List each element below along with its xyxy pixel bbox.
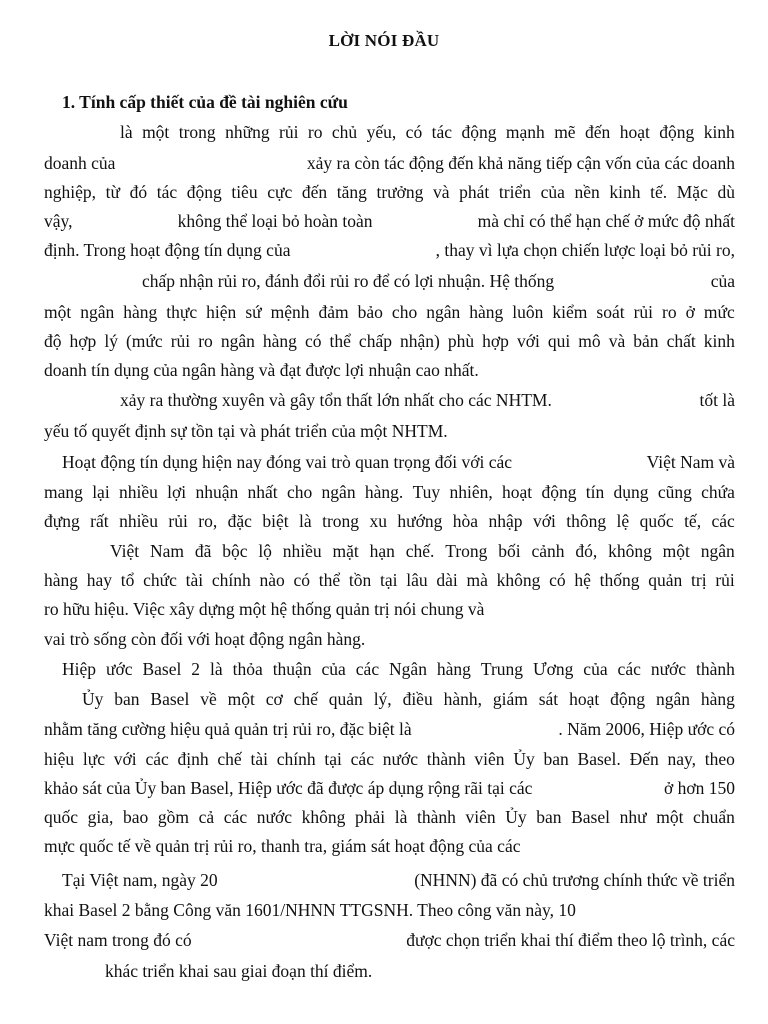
word: mệnh bbox=[270, 302, 310, 322]
word: hiện bbox=[206, 302, 237, 322]
word: chính bbox=[276, 749, 316, 769]
word: là bbox=[120, 122, 133, 142]
word: trong bbox=[322, 511, 360, 531]
word: tài bbox=[250, 749, 268, 769]
text-fragment: của bbox=[710, 271, 735, 291]
word: ngân bbox=[700, 541, 735, 561]
word: ro, bbox=[198, 511, 218, 531]
word: quốc bbox=[639, 511, 674, 531]
word: 2 bbox=[191, 659, 201, 679]
word: Ủy bbox=[513, 749, 535, 769]
word: xu bbox=[369, 511, 387, 531]
word: cả bbox=[198, 807, 215, 827]
word: với bbox=[113, 749, 137, 769]
word: không bbox=[608, 541, 652, 561]
word: rủi bbox=[715, 570, 735, 590]
word: hoạt bbox=[502, 482, 533, 502]
word: nhập bbox=[488, 511, 523, 531]
word: các bbox=[711, 511, 735, 531]
word: nay, bbox=[667, 749, 696, 769]
word: rủi bbox=[168, 511, 188, 531]
word: đặc bbox=[227, 511, 252, 531]
word: nước bbox=[256, 807, 292, 827]
word: những bbox=[225, 122, 270, 142]
word: Đến bbox=[629, 749, 659, 769]
word: Basel bbox=[150, 689, 190, 709]
body-line bbox=[142, 270, 735, 292]
word: ban bbox=[114, 689, 140, 709]
word: điều bbox=[402, 689, 433, 709]
word: chấp bbox=[358, 331, 392, 351]
word: cũng bbox=[657, 482, 692, 502]
word: nước bbox=[650, 659, 687, 679]
text-fragment: vậy, bbox=[44, 211, 73, 231]
word: hay bbox=[86, 570, 113, 590]
word: Basel bbox=[571, 807, 610, 827]
word: thông bbox=[566, 511, 607, 531]
text-fragment: xảy ra còn tác động đến khả năng tiếp cận vốn của các doanh bbox=[306, 153, 735, 173]
word: hàng bbox=[123, 302, 158, 322]
text-fragment: . Năm 2006, Hiệp ước có bbox=[558, 719, 735, 739]
word: đến bbox=[301, 182, 328, 202]
word: lộ bbox=[258, 541, 272, 561]
word: bối bbox=[498, 541, 521, 561]
word: mẽ bbox=[554, 122, 576, 142]
text-fragment: doanh của bbox=[44, 153, 116, 173]
word: cho bbox=[391, 302, 418, 322]
word: một bbox=[227, 689, 255, 709]
word: nghiệp, bbox=[44, 182, 97, 202]
word: tài bbox=[185, 570, 204, 590]
body-line bbox=[44, 510, 735, 532]
word: hàng bbox=[700, 689, 735, 709]
word: Nam bbox=[149, 541, 184, 561]
word: lâu bbox=[406, 570, 428, 590]
word: chế bbox=[293, 689, 318, 709]
word: một bbox=[142, 122, 170, 142]
text-fragment: Tại Việt nam, ngày 20 bbox=[62, 870, 218, 890]
word: định bbox=[177, 749, 209, 769]
word: Trung bbox=[480, 659, 524, 679]
word: kinh bbox=[703, 122, 735, 142]
body-line: vai trò sống còn đối với hoạt động ngân hàng. bbox=[44, 629, 366, 649]
word: các bbox=[350, 749, 374, 769]
word: các bbox=[355, 659, 380, 679]
word: một bbox=[44, 302, 72, 322]
word: mang bbox=[44, 482, 83, 502]
word: (mức bbox=[125, 331, 163, 351]
word: Basel. bbox=[577, 749, 621, 769]
word: đó bbox=[129, 182, 148, 202]
text-fragment: Việt Nam và bbox=[646, 452, 735, 472]
word: sứ bbox=[245, 302, 262, 322]
word: kinh bbox=[609, 182, 641, 202]
word: tại bbox=[324, 749, 342, 769]
word: tiêu bbox=[231, 182, 258, 202]
word: hàng bbox=[262, 331, 297, 351]
word: hàng bbox=[469, 302, 504, 322]
word: ước bbox=[105, 659, 133, 679]
word: động bbox=[186, 182, 222, 202]
body-line bbox=[44, 806, 735, 828]
body-line bbox=[44, 569, 735, 591]
word: các bbox=[617, 659, 641, 679]
word: cơ bbox=[265, 689, 283, 709]
word: Việt bbox=[110, 541, 140, 561]
word: tác bbox=[156, 182, 178, 202]
word: trị bbox=[691, 570, 707, 590]
word: gia, bbox=[87, 807, 114, 827]
word: như bbox=[619, 807, 647, 827]
word: của bbox=[583, 659, 608, 679]
word: chính bbox=[211, 570, 251, 590]
body-line bbox=[62, 658, 735, 680]
word: ngân bbox=[80, 302, 115, 322]
word: động bbox=[610, 689, 646, 709]
body-line bbox=[44, 481, 735, 503]
word: bao bbox=[123, 807, 149, 827]
word: một bbox=[656, 807, 684, 827]
word: thể bbox=[318, 570, 341, 590]
word: có bbox=[549, 570, 566, 590]
word: rủi bbox=[170, 331, 191, 351]
word: là bbox=[394, 807, 408, 827]
word: nhiều bbox=[282, 541, 322, 561]
word: nhiều bbox=[118, 482, 158, 502]
word: từ bbox=[105, 182, 120, 202]
text-fragment: ở hơn 150 bbox=[663, 778, 735, 798]
word: thể bbox=[329, 331, 351, 351]
word: hạn bbox=[369, 541, 395, 561]
body-line bbox=[44, 929, 735, 951]
page-title: LỜI NÓI ĐẦU bbox=[328, 31, 440, 50]
word: nền bbox=[574, 182, 600, 202]
word: không bbox=[301, 807, 346, 827]
word: lực bbox=[82, 749, 106, 769]
text-fragment: , thay vì lựa chọn chiến lược loại bỏ rủi ro, bbox=[435, 240, 735, 260]
word: lý, bbox=[373, 689, 392, 709]
word: triển bbox=[498, 182, 531, 202]
word: kinh bbox=[703, 331, 735, 351]
word: nào bbox=[259, 570, 285, 590]
word: của bbox=[540, 182, 565, 202]
word: trưởng bbox=[376, 182, 424, 202]
word: chế. bbox=[405, 541, 435, 561]
word: ngân bbox=[655, 689, 690, 709]
word: bảo bbox=[357, 302, 383, 322]
word: là bbox=[210, 659, 223, 679]
word: với bbox=[532, 511, 556, 531]
word: với bbox=[516, 331, 540, 351]
word: hoạt bbox=[569, 689, 600, 709]
word: các bbox=[223, 807, 248, 827]
word: Tuy bbox=[412, 482, 441, 502]
word: hợp bbox=[69, 331, 97, 351]
word: chủ bbox=[331, 122, 358, 142]
word: tại bbox=[380, 570, 398, 590]
word: động bbox=[659, 122, 695, 142]
word: yếu, bbox=[366, 122, 397, 142]
word: dài bbox=[436, 570, 458, 590]
word: của bbox=[321, 659, 346, 679]
text-fragment: chấp nhận rủi ro, đánh đổi rủi ro để có lợi nhuận. Hệ thống bbox=[142, 271, 555, 291]
word: tín bbox=[585, 482, 605, 502]
text-fragment: định. Trong hoạt động tín dụng của bbox=[44, 240, 291, 260]
word: nhận) bbox=[400, 331, 440, 351]
body-line bbox=[110, 540, 735, 562]
body-line bbox=[62, 869, 735, 891]
text-fragment: mà chỉ có thể hạn chế ở mức độ nhất bbox=[477, 211, 735, 231]
text-fragment: khảo sát của Ủy ban Basel, Hiệp ước đã được áp dụng rộng rãi tại các bbox=[44, 778, 533, 798]
word: thỏa bbox=[232, 659, 263, 679]
word: chức bbox=[143, 570, 177, 590]
word: cho bbox=[286, 482, 313, 502]
body-line: mực quốc tế về quản trị rủi ro, thanh tra, giám sát hoạt động của các bbox=[44, 836, 521, 856]
word: lệ bbox=[616, 511, 630, 531]
word: nhất bbox=[247, 482, 278, 502]
word: chất bbox=[666, 331, 696, 351]
body-line bbox=[44, 210, 735, 232]
word: hợp bbox=[482, 331, 509, 351]
word: và bbox=[433, 182, 450, 202]
word: tế. bbox=[650, 182, 668, 202]
word: mức bbox=[703, 302, 735, 322]
word: chế bbox=[217, 749, 242, 769]
body-line: yếu tố quyết định sự tồn tại và phát triển của một NHTM. bbox=[44, 421, 448, 441]
word: quản bbox=[328, 689, 363, 709]
word: chuẩn bbox=[693, 807, 735, 827]
word: một bbox=[662, 541, 690, 561]
word: rủi bbox=[279, 122, 299, 142]
text-fragment: không thể loại bỏ hoàn toàn bbox=[177, 211, 373, 231]
word: Ủy bbox=[82, 689, 104, 709]
word: thực bbox=[166, 302, 198, 322]
word: có bbox=[304, 331, 322, 351]
text-fragment: tốt là bbox=[699, 390, 735, 410]
word: hướng bbox=[397, 511, 443, 531]
word: ngân bbox=[321, 482, 356, 502]
word: động bbox=[461, 122, 497, 142]
body-line bbox=[82, 688, 735, 710]
word: nước bbox=[382, 749, 418, 769]
body-line bbox=[44, 301, 735, 323]
word: và bbox=[608, 331, 626, 351]
word: ban bbox=[536, 807, 562, 827]
section-heading: 1. Tính cấp thiết của đề tài nghiên cứu bbox=[62, 92, 348, 112]
word: nhiên, bbox=[449, 482, 493, 502]
word: chứa bbox=[701, 482, 735, 502]
word: Ương bbox=[533, 659, 574, 679]
word: cảnh bbox=[531, 541, 565, 561]
word: hàng bbox=[436, 659, 471, 679]
text-fragment: (NHNN) đã có chủ trương chính thức về triển bbox=[414, 870, 735, 890]
body-line bbox=[44, 239, 735, 261]
word: ngân bbox=[220, 331, 255, 351]
word: tổ bbox=[120, 570, 135, 590]
word: ro bbox=[307, 122, 323, 142]
word: ro bbox=[198, 331, 213, 351]
word: bản bbox=[633, 331, 659, 351]
word: mô bbox=[578, 331, 601, 351]
word: Mặc bbox=[676, 182, 708, 202]
word: tồn bbox=[348, 570, 372, 590]
word: phải bbox=[354, 807, 386, 827]
body-line bbox=[44, 748, 735, 770]
word: hoạt bbox=[619, 122, 650, 142]
word: nhuận bbox=[195, 482, 239, 502]
word: hiệu bbox=[44, 749, 75, 769]
word: thuận bbox=[272, 659, 312, 679]
word: lý bbox=[104, 331, 118, 351]
word: về bbox=[200, 689, 217, 709]
text-fragment: được chọn triển khai thí điểm theo lộ trình, các bbox=[406, 930, 735, 950]
word: viên bbox=[465, 807, 496, 827]
text-fragment: Hoạt động tín dụng hiện nay đóng vai trò quan trọng đối với các bbox=[62, 452, 513, 472]
word: quản bbox=[648, 570, 683, 590]
body-line bbox=[44, 181, 735, 203]
word: đến bbox=[585, 122, 611, 142]
word: là bbox=[299, 511, 312, 531]
word: dù bbox=[717, 182, 735, 202]
body-line: khác triển khai sau giai đoạn thí điểm. bbox=[105, 961, 373, 981]
word: dụng bbox=[613, 482, 649, 502]
word: đảm bbox=[318, 302, 349, 322]
word: Ngân bbox=[389, 659, 427, 679]
body-line bbox=[44, 330, 735, 352]
text-fragment: xảy ra thường xuyên và gây tổn thất lớn nhất cho các NHTM. bbox=[120, 390, 552, 410]
body-line bbox=[44, 718, 735, 740]
word: Trong bbox=[445, 541, 488, 561]
body-line bbox=[44, 777, 735, 799]
word: trong bbox=[178, 122, 216, 142]
word: sát bbox=[538, 689, 559, 709]
word: kiểm bbox=[552, 302, 588, 322]
word: mà bbox=[466, 570, 488, 590]
word: lại bbox=[92, 482, 110, 502]
word: thành bbox=[426, 749, 466, 769]
word: lợi bbox=[167, 482, 187, 502]
word: thành bbox=[416, 807, 456, 827]
body-line: doanh tín dụng của ngân hàng và đạt được lợi nhuận cao nhất. bbox=[44, 360, 479, 380]
word: không bbox=[496, 570, 541, 590]
word: phát bbox=[459, 182, 490, 202]
word: quốc bbox=[44, 807, 79, 827]
body-line: khai Basel 2 bằng Công văn 1601/NHNN TTGSNH. Theo công văn này, 10 bbox=[44, 900, 576, 920]
word: rất bbox=[90, 511, 109, 531]
word: thống bbox=[599, 570, 640, 590]
word: phù bbox=[447, 331, 475, 351]
word: đựng bbox=[44, 511, 80, 531]
word: luôn bbox=[512, 302, 544, 322]
body-line: ro hữu hiệu. Việc xây dựng một hệ thống quản trị nói chung và bbox=[44, 599, 485, 619]
word: rủi bbox=[633, 302, 654, 322]
word: gồm bbox=[157, 807, 190, 827]
word: viên bbox=[474, 749, 505, 769]
word: các bbox=[145, 749, 169, 769]
word: cực bbox=[267, 182, 293, 202]
word: mạnh bbox=[505, 122, 545, 142]
word: ro bbox=[662, 302, 677, 322]
word: Ủy bbox=[505, 807, 527, 827]
word: giám bbox=[492, 689, 528, 709]
text-fragment: nhằm tăng cường hiệu quả quản trị rủi ro, đặc biệt là bbox=[44, 719, 412, 739]
word: có bbox=[293, 570, 311, 590]
body-line bbox=[44, 152, 735, 174]
word: có bbox=[405, 122, 423, 142]
word: độ bbox=[44, 331, 62, 351]
word: mặt bbox=[332, 541, 359, 561]
word: đó, bbox=[575, 541, 598, 561]
word: biệt bbox=[262, 511, 289, 531]
body-line bbox=[120, 121, 735, 143]
word: hệ bbox=[574, 570, 591, 590]
body-line bbox=[62, 451, 735, 473]
word: Hiệp bbox=[62, 659, 97, 679]
word: ngân bbox=[426, 302, 461, 322]
word: tế, bbox=[684, 511, 702, 531]
word: động bbox=[541, 482, 577, 502]
word: ban bbox=[543, 749, 569, 769]
word: hòa bbox=[452, 511, 479, 531]
word: hàng. bbox=[364, 482, 404, 502]
word: qui bbox=[547, 331, 571, 351]
word: Basel bbox=[142, 659, 182, 679]
word: nhiều bbox=[119, 511, 158, 531]
word: bộc bbox=[222, 541, 248, 561]
word: theo bbox=[704, 749, 735, 769]
word: hàng bbox=[44, 570, 79, 590]
word: tác bbox=[431, 122, 453, 142]
word: soát bbox=[596, 302, 625, 322]
word: hành, bbox=[443, 689, 482, 709]
body-line bbox=[120, 389, 735, 411]
word: tăng bbox=[336, 182, 367, 202]
word: đã bbox=[194, 541, 212, 561]
word: ở bbox=[685, 302, 695, 322]
text-fragment: Việt nam trong đó có bbox=[44, 930, 192, 950]
word: thành bbox=[696, 659, 735, 679]
